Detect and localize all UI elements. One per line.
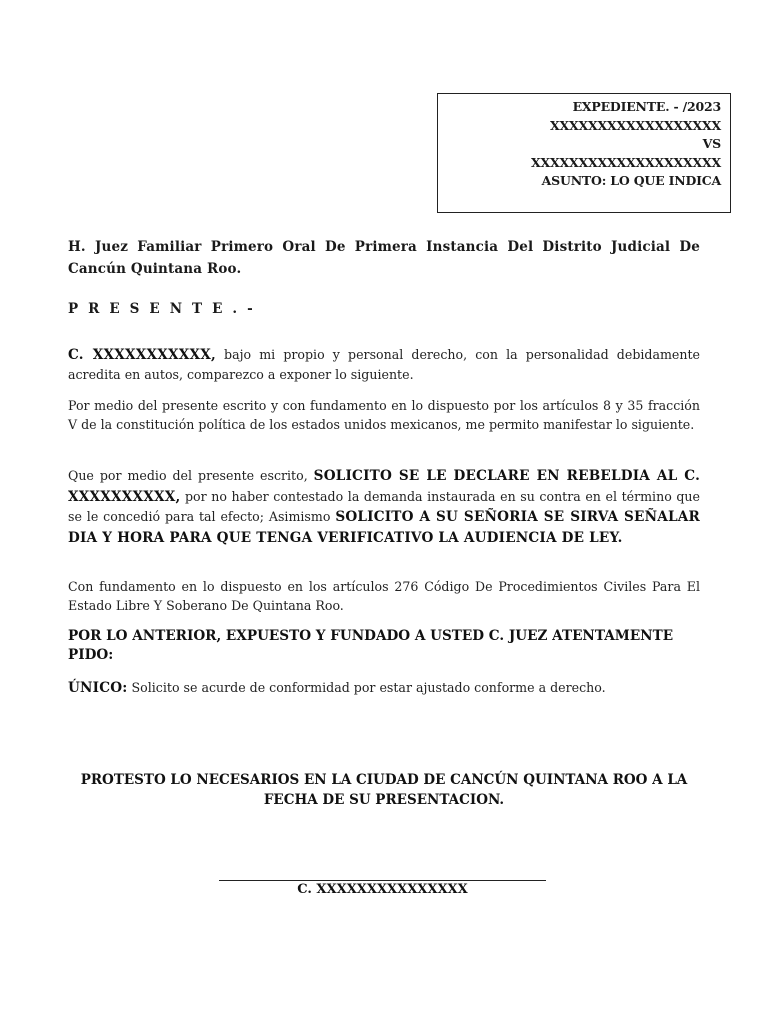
unico-text: Solicito se acurde de conformidad por estar ajustado conforme a derecho. <box>127 680 606 695</box>
request-audiencia: SOLICITO A SU SEÑORIA SE SIRVA SEÑALAR DIA Y HORA PARA QUE TENGA VERIFICATIVO LA AUDIENCIA DE LEY. <box>68 509 700 546</box>
request-rebeldia: SOLICITO SE LE DECLARE EN REBELDIA AL C. XXXXXXXXXX, <box>68 468 701 505</box>
addressee: H. Juez Familiar Primero Oral De Primera Instancia Del Distrito Judicial De Cancún Quintana Roo. <box>68 239 700 277</box>
paragraph-intro-text: bajo mi propio y personal derecho, con la personalidad debidamente acredita en autos, comparezco a exponer lo siguiente. <box>68 347 700 382</box>
subject-line: ASUNTO: LO QUE INDICA <box>541 173 721 188</box>
request-intro: Que por medio del presente escrito, <box>68 468 314 483</box>
plaintiff-name: XXXXXXXXXXXXXXXXXX <box>550 117 721 133</box>
versus-label: VS <box>702 136 721 151</box>
paragraph-legal-basis: Por medio del presente escrito y con fundamento en lo dispuesto por los artículos 8 y 35 fracción V de la constitución política de los estados unidos mexicanos, me permito manifestar lo siguiente. <box>68 398 700 432</box>
case-number: EXPEDIENTE. - /2023 <box>572 99 721 114</box>
petitioner-name: C. XXXXXXXXXXX, <box>68 347 216 363</box>
defendant-name: XXXXXXXXXXXXXXXXXXXX <box>531 154 721 170</box>
paragraph-petition: POR LO ANTERIOR, EXPUESTO Y FUNDADO A USTED C. JUEZ ATENTAMENTE PIDO: <box>68 628 674 663</box>
paragraph-foundation: Con fundamento en lo dispuesto en los artículos 276 Código De Procedimientos Civiles Para El Estado Libre Y Soberano De Quintana Roo. <box>68 579 700 613</box>
signature-line <box>219 880 546 881</box>
paragraph-unico <box>68 678 700 698</box>
unico-label: ÚNICO: <box>68 680 128 696</box>
closing-statement: PROTESTO LO NECESARIOS EN LA CIUDAD DE CANCÚN QUINTANA ROO A LA FECHA DE SU PRESENTACION. <box>80 772 688 808</box>
request-middle: por no haber contestado la demanda instaurada en su contra en el término que se le concedió para tal efecto; Asimismo <box>68 488 700 524</box>
signature-name: C. XXXXXXXXXXXXXXX <box>297 882 468 897</box>
case-header-box <box>437 93 731 213</box>
paragraph-request <box>68 466 700 548</box>
paragraph-intro <box>68 345 700 384</box>
presente-heading: PRESENTE.- <box>68 301 263 317</box>
